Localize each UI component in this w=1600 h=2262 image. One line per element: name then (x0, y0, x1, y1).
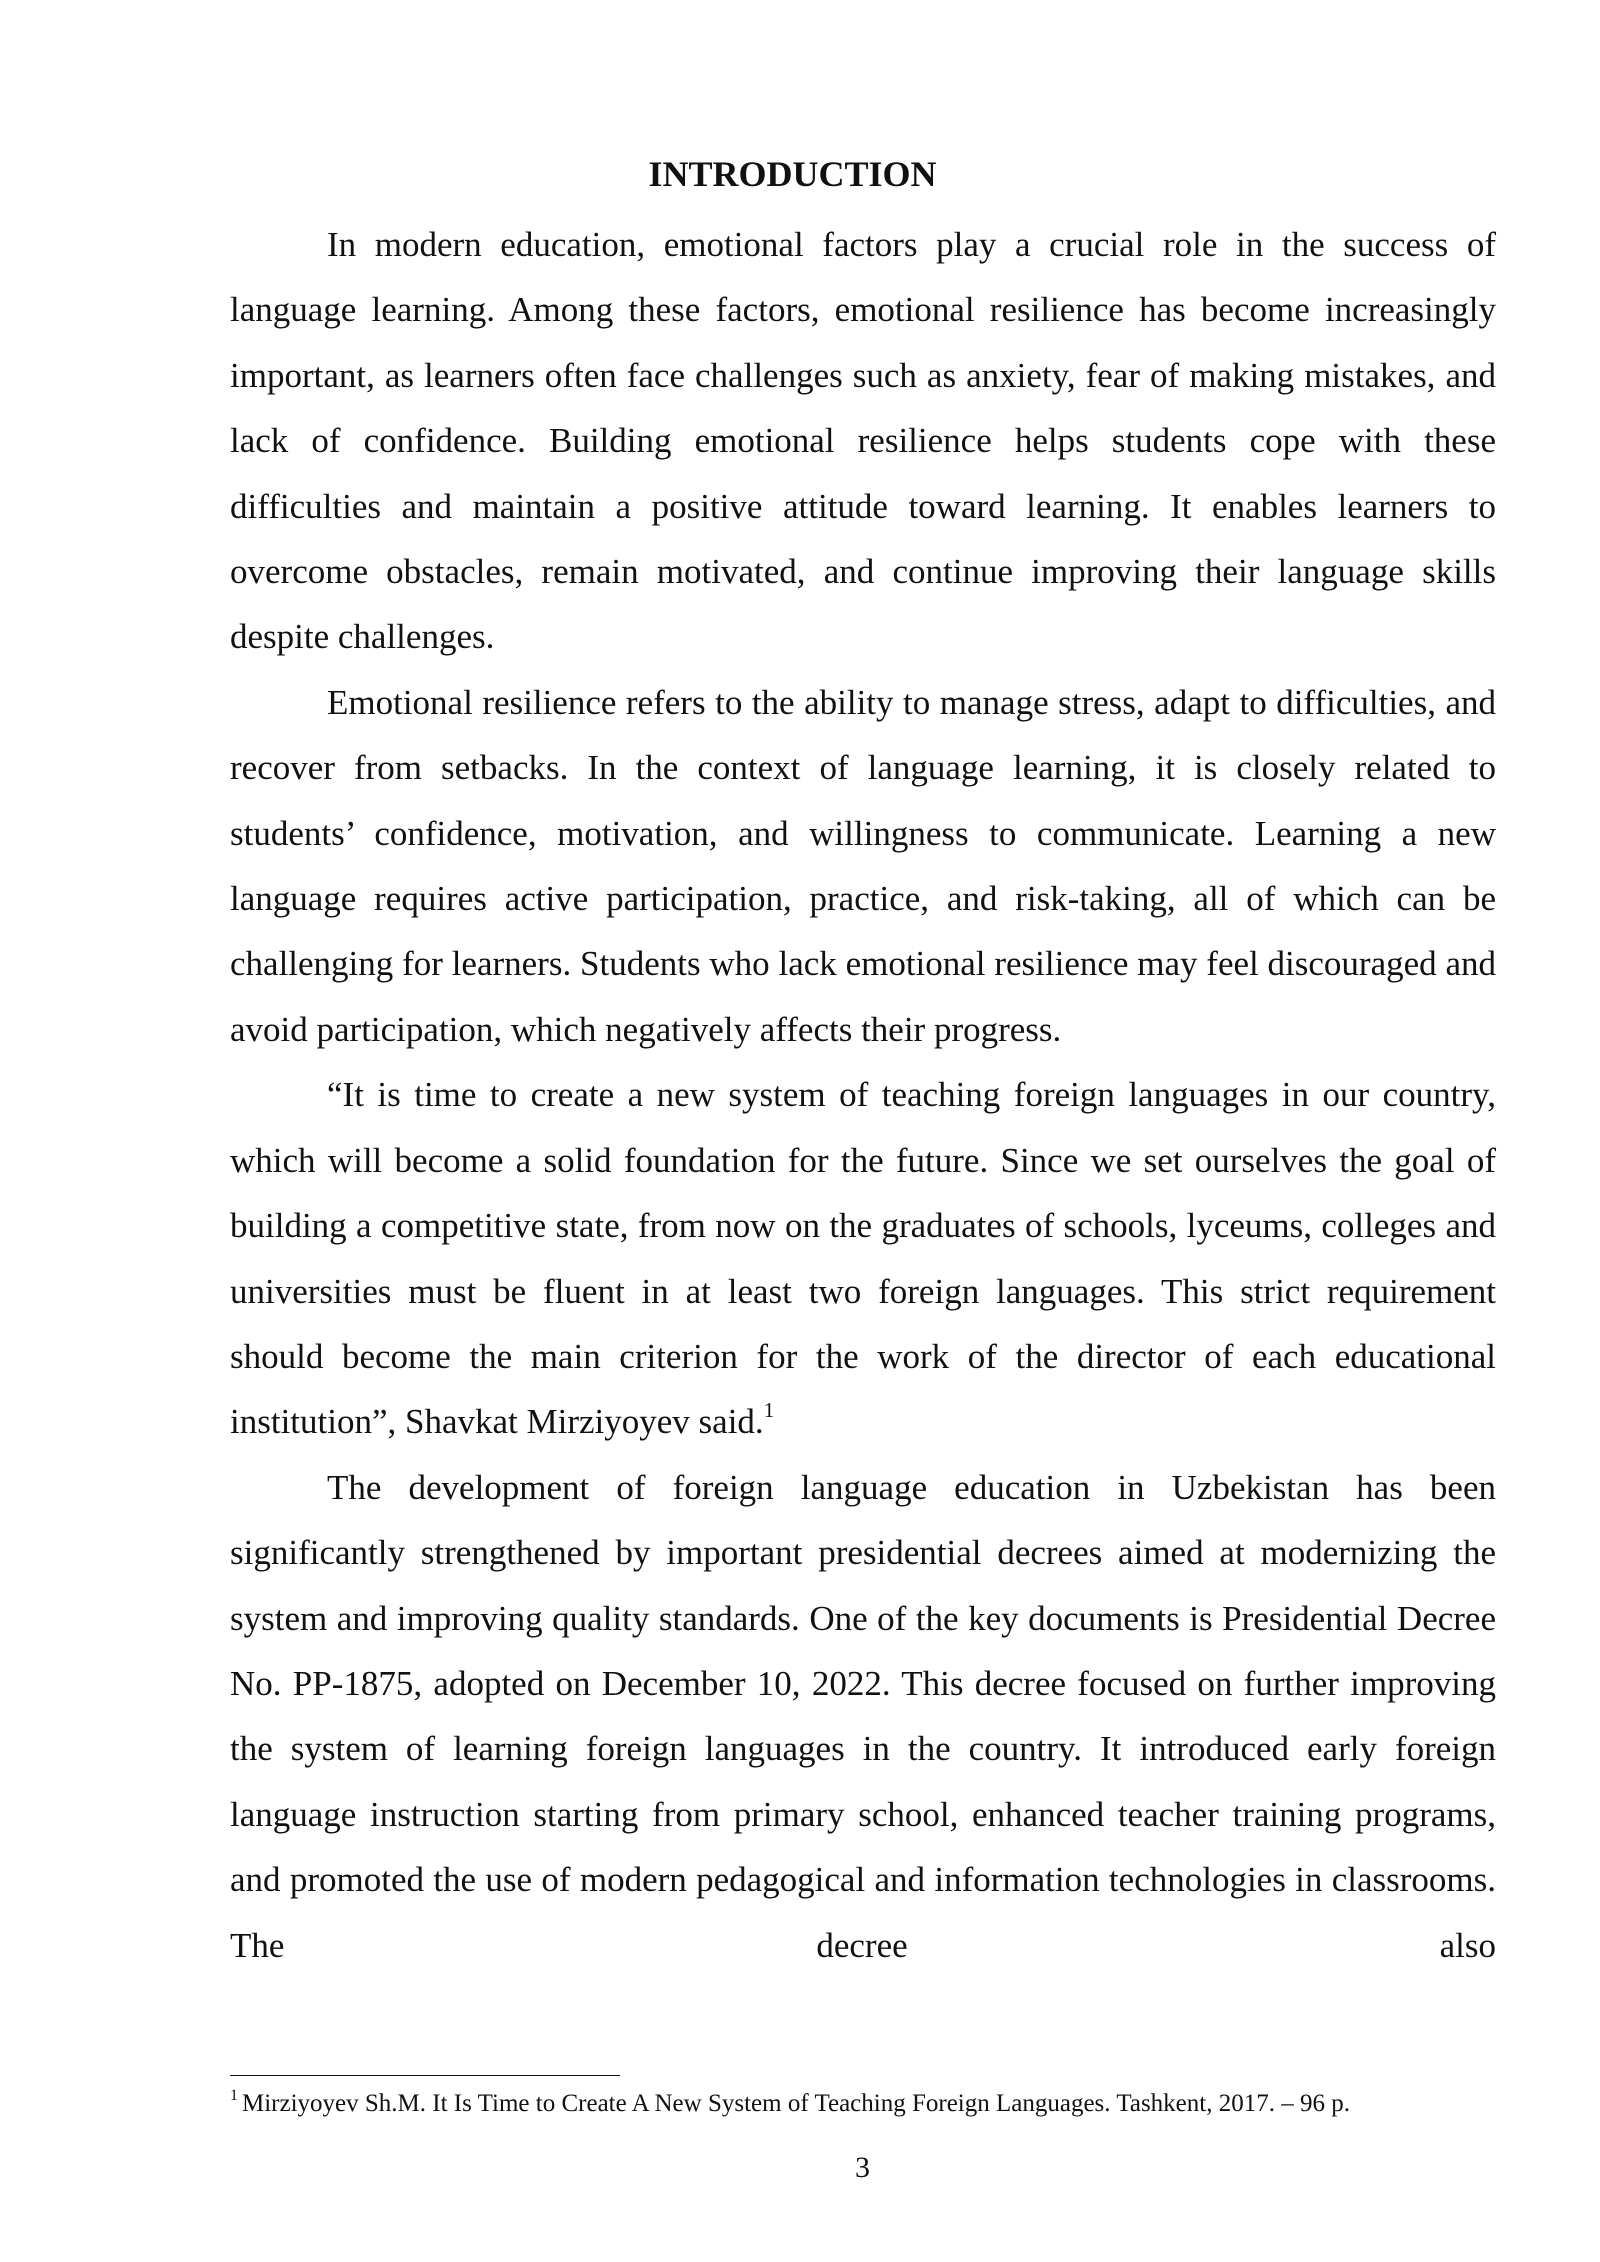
body-text (230, 212, 1496, 1978)
paragraph-3-text: “It is time to create a new system of teaching foreign languages in our country, which will become a solid foundation for the future. Since we set ourselves the goal of building a competitive state, from now on the graduates of schools, lyceums, colleges and universities must be fluent in at least two foreign languages. This strict requirement should become the main criterion for the work of the director of each educational institution”, Shavkat Mirziyoyev said. (230, 1075, 1496, 1442)
section-heading: INTRODUCTION (648, 154, 937, 194)
footnote-separator (230, 2075, 620, 2076)
page-number: 3 (855, 2151, 870, 2184)
footnote-number: 1 (230, 2087, 238, 2104)
footnote-text: Mirziyoyev Sh.M. It Is Time to Create A New System of Teaching Foreign Languages. Tashkent, 2017. – 96 p. (242, 2090, 1350, 2117)
paragraph-4: The development of foreign language education in Uzbekistan has been significantly strengthened by important presidential decrees aimed at modernizing the system and improving quality standards. One of the key documents is Presidential Decree No. PP-1875, adopted on December 10, 2022. This decree focused on further improving the system of learning foreign languages in the country. It introduced early foreign language instruction starting from primary school, enhanced teacher training programs, and promoted the use of modern pedagogical and information technologies in classrooms. The decree also (230, 1467, 1496, 1965)
paragraph-3 (230, 1062, 1496, 1454)
paragraph-1: In modern education, emotional factors play a crucial role in the success of language learning. Among these factors, emotional resilience has become increasingly important, as learners often face challenges such as anxiety, fear of making mistakes, and lack of confidence. Building emotional resilience helps students cope with these difficulties and maintain a positive attitude toward learning. It enables learners to overcome obstacles, remain motivated, and continue improving their language skills despite challenges. (230, 225, 1496, 657)
footnote-reference: 1 (763, 1398, 775, 1423)
footnote (230, 2087, 1530, 2121)
paragraph-2: Emotional resilience refers to the ability to manage stress, adapt to difficulties, and recover from setbacks. In the context of language learning, it is closely related to students’ confidence, motivation, and willingness to communicate. Learning a new language requires active participation, practice, and risk-taking, all of which can be challenging for learners. Students who lack emotional resilience may feel discouraged and avoid participation, which negatively affects their progress. (230, 682, 1496, 1049)
